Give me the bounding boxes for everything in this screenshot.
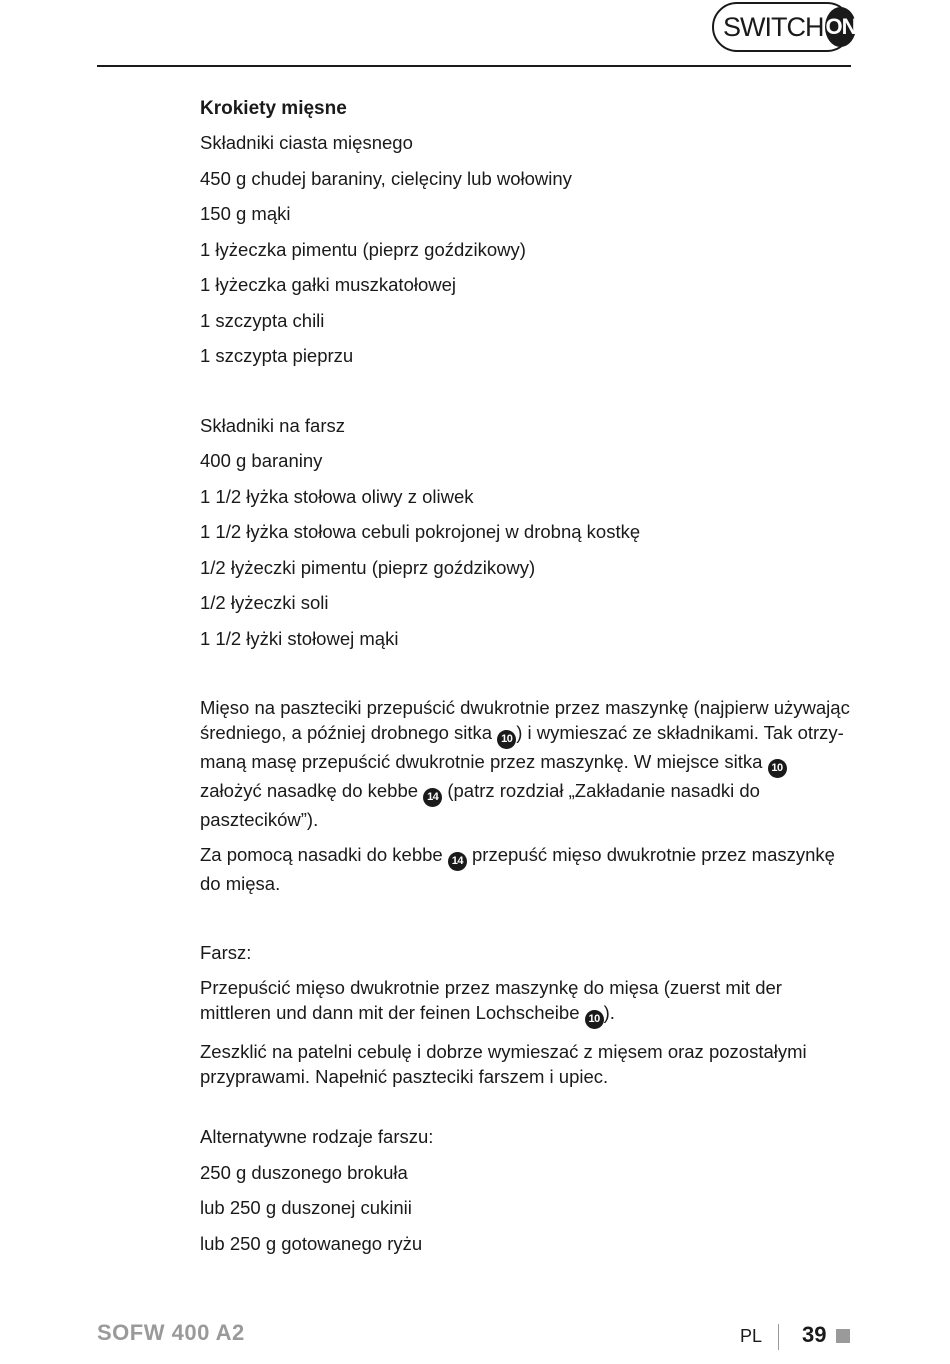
- square-marker-icon: [836, 1329, 850, 1343]
- filling-item: 1/2 łyżeczki soli: [200, 592, 329, 613]
- farsz-paragraph: Zeszklić na patelni cebulę i dobrze wymieszać z mięsem oraz pozostałymi przyprawami. Napełnić paszteciki farszem i upiec.: [200, 1041, 807, 1087]
- sieve-10-badge-icon: 10: [768, 759, 787, 778]
- footer-model-number: SOFW 400 A2: [97, 1320, 245, 1345]
- farsz-text: ).: [603, 1002, 615, 1023]
- instruction-text: ) i wymieszać ze składnikami. Tak otrzy-maną masę przepuścić dwukrotnie przez maszynkę. W miejsce sitka: [200, 722, 844, 772]
- page-number: 39: [802, 1322, 827, 1347]
- footer-language: PL: [740, 1326, 763, 1346]
- header-divider: [97, 65, 851, 67]
- brand-logo: [712, 2, 857, 52]
- instruction-paragraph: [200, 842, 850, 896]
- alternatives-heading: Alternatywne rodzaje farszu:: [200, 1126, 434, 1147]
- alternative-item: 250 g duszonego brokuła: [200, 1161, 408, 1183]
- recipe-title: Krokiety mięsne: [200, 98, 347, 119]
- dough-item: 1 szczypta chili: [200, 309, 325, 331]
- instruction-paragraph: [200, 695, 850, 832]
- filling-heading: Składniki na farsz: [200, 414, 345, 436]
- farsz-text: Przepuścić mięso dwukrotnie przez maszynkę do mięsa (zuerst mit der mittleren und dann mit der feinen Lochscheibe: [200, 977, 782, 1023]
- logo-text: SWITCH: [723, 11, 824, 42]
- spacer: [200, 661, 850, 695]
- alternative-item: lub 250 g gotowanego ryżu: [200, 1232, 423, 1254]
- sieve-10-badge-icon: 10: [585, 1010, 604, 1029]
- dough-heading: Składniki ciasta mięsnego: [200, 132, 413, 153]
- dough-item: 1 szczypta pieprzu: [200, 345, 354, 366]
- instruction-text: założyć nasadkę do kebbe: [200, 780, 424, 801]
- spacer: [200, 906, 850, 940]
- dough-item: 1 łyżeczka gałki muszkatołowej: [200, 274, 457, 295]
- spacer: [200, 379, 850, 413]
- filling-item: 400 g baraniny: [200, 450, 323, 471]
- kebbe-14-badge-icon: 14: [423, 788, 442, 807]
- spacer: [200, 1099, 850, 1124]
- dough-item: 450 g chudej baraniny, cielęciny lub wołowiny: [200, 167, 572, 189]
- power-on-icon: ON: [825, 7, 856, 47]
- farsz-paragraph: [200, 975, 850, 1029]
- instruction-text: (patrz rozdział „Zakładanie nasadki do pasztecików”).: [200, 780, 760, 830]
- instruction-text: Za pomocą nasadki do kebbe: [200, 844, 448, 865]
- instruction-text: przepuść mięso dwukrotnie przez maszynkę do mięsa.: [200, 844, 835, 894]
- filling-item: 1 1/2 łyżka stołowa oliwy z oliwek: [200, 485, 474, 507]
- filling-item: 1 1/2 łyżka stołowa cebuli pokrojonej w drobną kostkę: [200, 521, 641, 542]
- filling-item: 1/2 łyżeczki pimentu (pieprz goździkowy): [200, 556, 536, 578]
- sieve-10-badge-icon: 10: [497, 730, 516, 749]
- kebbe-14-badge-icon: 14: [448, 852, 467, 871]
- instruction-text: Mięso na paszteciki przepuścić dwukrotnie przez maszynkę (najpierw używając średniego, a później drobnego sitka: [200, 697, 850, 743]
- filling-item: 1 1/2 łyżki stołowej mąki: [200, 627, 399, 649]
- dough-item: 150 g mąki: [200, 203, 291, 224]
- dough-item: 1 łyżeczka pimentu (pieprz goździkowy): [200, 238, 526, 260]
- farsz-heading: Farsz:: [200, 942, 252, 963]
- page-content: [200, 96, 850, 1266]
- alternative-item: lub 250 g duszonej cukinii: [200, 1197, 412, 1218]
- footer-separator: [778, 1324, 779, 1350]
